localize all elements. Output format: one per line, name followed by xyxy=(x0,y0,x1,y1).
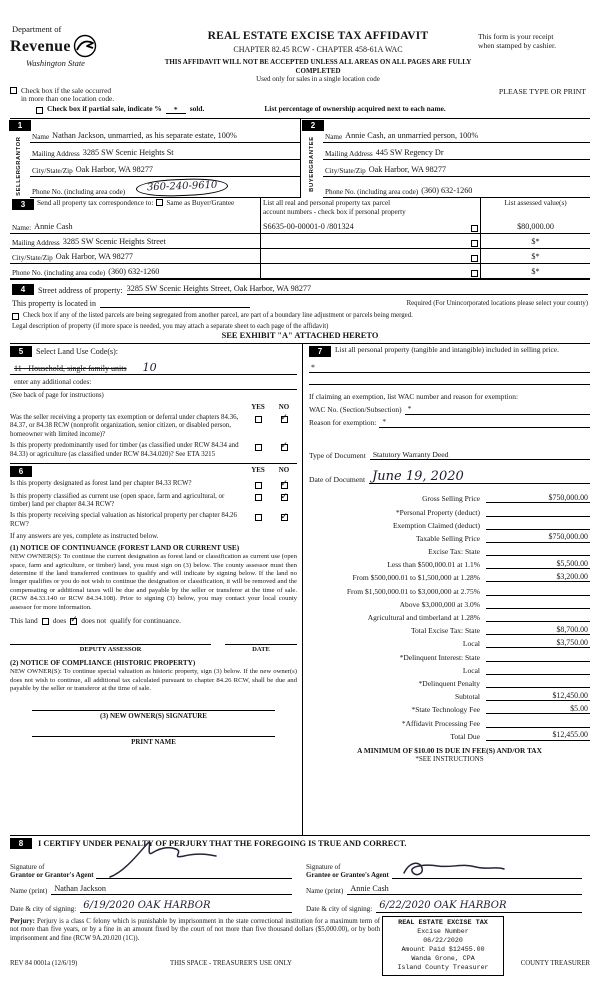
tier-2-tax-value: $3,200.00 xyxy=(486,572,590,582)
minimum-due-note: A MINIMUM OF $10.00 IS DUE IN FEE(S) AND/OR TAX xyxy=(357,745,542,755)
form-title: REAL ESTATE EXCISE TAX AFFIDAVIT xyxy=(207,30,429,42)
buyer-phone-label: Phone No. (including area code) xyxy=(325,187,419,196)
designation-section xyxy=(10,463,297,746)
form-chapter-subtitle: CHAPTER 82.45 RCW - CHAPTER 458-61A WAC xyxy=(233,44,403,54)
sec5-q2-text: Is this property predominantly used for timber (as classified under RCW 84.34 and 84.33) or agriculture (as classified under RCW 84.34.020)? See ETA 3215 xyxy=(10,442,239,458)
sec5-yes-no-header xyxy=(10,403,297,411)
tier-4-tax-value[interactable] xyxy=(486,599,590,609)
land-use-code-row[interactable] xyxy=(10,361,297,375)
sec5-q1-text: Was the seller receiving a property tax exemption or deferral under chapters 84.36, 84.37, or 84.38 RCW (nonprofit organization, senior citizen, or disabled person, homeowner with limited income)? xyxy=(10,413,239,438)
continuance-qualify-row xyxy=(10,617,297,626)
notice-compliance-body: NEW OWNER(S): To continue special valuation as historic property, sign (3) below. If the new owner(s) does not wish to continue, all additional tax calculated pursuant to chapter 84.26 RCW, shall be due and payable by the seller or transferor at the time of sale. xyxy=(10,668,297,693)
document-date-row xyxy=(309,464,590,484)
tax-row-delinquent-interest-state: *Delinquent Interest: State xyxy=(309,648,590,661)
tax-row-gross-selling-price: Gross Selling Price $750,000.00 xyxy=(422,492,588,504)
sec5-q1-no-checkbox[interactable] xyxy=(281,416,288,423)
correspondence-name-row xyxy=(10,219,260,234)
document-type-value: Statutory Warranty Deed xyxy=(372,450,449,460)
top-check-options xyxy=(10,87,590,115)
buyer-grantee-block xyxy=(300,119,590,198)
parcel-row-3 xyxy=(261,249,480,264)
section-1-number: 1 xyxy=(9,120,31,131)
street-address-label: Street address of property: xyxy=(38,285,123,295)
tax-row-total-due: Total Due $12,455.00 xyxy=(450,730,588,741)
land-use-header xyxy=(10,346,297,357)
seller-grantor-side-label: SELLER GRANTOR xyxy=(16,136,23,197)
section-3-number: 3 xyxy=(12,199,34,210)
personal-property-header xyxy=(309,346,590,357)
form-revision-id: REV 84 0001a (12/6/19) xyxy=(10,959,78,967)
stamp-amount-paid: Amount Paid $12455.00 xyxy=(401,945,485,953)
grantor-signature-line[interactable] xyxy=(96,855,292,879)
seller-grantor-block xyxy=(10,119,300,198)
land-use-title: Select Land Use Code(s): xyxy=(36,346,118,356)
street-address-value: 3285 SW Scenic Heights Street, Oak Harbor, WA 98277 xyxy=(127,284,588,295)
buyer-name-row xyxy=(323,119,590,143)
single-location-note: Used only for sales in a single location code xyxy=(256,75,380,84)
gross-selling-price-value: $750,000.00 xyxy=(486,493,590,503)
seller-phone-row xyxy=(30,177,300,198)
wac-number-value: * xyxy=(407,404,412,414)
buyer-name-value: Annie Cash, an unmarried person, 100% xyxy=(345,131,479,141)
segregated-parcels-checkbox[interactable] xyxy=(12,313,19,320)
seller-address-value: 3285 SW Scenic Heights St xyxy=(82,148,174,158)
seller-city-row xyxy=(30,160,300,177)
seller-city-value: Oak Harbor, WA 98277 xyxy=(75,165,154,175)
wac-number-label: WAC No. (Section/Subsection) xyxy=(309,405,402,415)
ownership-percentage-note: List percentage of ownership acquired next to each name. xyxy=(264,104,446,114)
document-type-row xyxy=(309,450,590,460)
grantee-signature-label: Signature of Grantee or Grantee's Agent xyxy=(306,862,389,879)
agricultural-tax-value[interactable] xyxy=(486,612,590,622)
tax-row-personal-property-deduct: *Personal Property (deduct) xyxy=(309,503,590,516)
buyer-grantee-side-label: BUYER GRANTEE xyxy=(309,136,316,193)
does-label: does xyxy=(52,615,67,625)
grantee-date-handwritten: 6/22/2020 OAK HARBOR xyxy=(379,900,507,912)
delinquent-interest-state-value[interactable] xyxy=(486,652,590,662)
receipt-note xyxy=(478,24,590,84)
exemption-reason-field[interactable] xyxy=(379,418,590,428)
excise-tax-state-value[interactable] xyxy=(486,546,590,556)
legal-description-value: SEE EXHIBIT "A" ATTACHED HERETO xyxy=(221,331,379,341)
correspondence-address-label: Mailing Address xyxy=(12,238,60,247)
tax-row-subtotal: Subtotal $12,450.00 xyxy=(454,690,588,702)
tax-row-excise-tax-state: Excise Tax: State xyxy=(309,543,590,556)
tax-row-tier-3: From $1,500,000.01 to $3,000,000 at 2.75% xyxy=(309,582,590,595)
seller-phone-handwritten: 360-240-9610 xyxy=(147,179,218,194)
parcel-3-personal-checkbox[interactable] xyxy=(471,255,478,262)
deputy-assessor-signature-line[interactable]: DEPUTY ASSESSOR xyxy=(10,644,211,654)
perjury-certification-text: I CERTIFY UNDER PENALTY OF PERJURY THAT THE FOREGOING IS TRUE AND CORRECT. xyxy=(38,838,407,848)
land-use-code-handwritten: 10 xyxy=(142,361,157,375)
does-not-qualify-checkbox[interactable] xyxy=(70,618,77,625)
grantor-date-handwritten: 6/19/2020 OAK HARBOR xyxy=(83,900,211,912)
parcel-2-personal-checkbox[interactable] xyxy=(471,240,478,247)
grantee-signature-line[interactable] xyxy=(392,855,582,879)
certification-section xyxy=(10,835,590,915)
correspondence-city-row xyxy=(10,249,260,264)
sec5-question-2 xyxy=(10,442,297,459)
assessed-value-3: $* xyxy=(531,252,540,262)
notice-continuance-body: NEW OWNER(S): To continue the current designation as forest land or classification as current use (open space, farm and agriculture, or timber) land, you must sign on (3) below. The county assessor must then determine if the land transferred continues to qualify and will indicate by signing below. If the land no longer qualifies or you do not wish to continue the designation or classification, it will be removed and the compensating or additional taxes will be due and payable by the seller or transferor at the time of sale. (RCW 84.33.140 or RCW 84.34.108). Prior to signing (3) below, you may contact your local county assessor for more information. xyxy=(10,553,297,611)
tax-row-tier-1: Less than $500,000.01 at 1.1% $5,500.00 xyxy=(387,558,588,570)
land-use-code-printed: 11 - Household, single family units xyxy=(14,364,127,374)
grantor-signature-block xyxy=(10,851,300,915)
sec6-yes-no-header xyxy=(10,466,297,477)
buyer-address-row xyxy=(323,143,590,160)
sec6-q1-no-checkbox[interactable] xyxy=(281,482,288,489)
assessed-value-row-3 xyxy=(481,249,590,264)
deputy-assessor-row xyxy=(10,644,297,654)
tax-row-delinquent-interest-local: Local xyxy=(309,662,590,675)
seller-address-label: Mailing Address xyxy=(32,149,80,158)
sec6-q3-no-checkbox[interactable] xyxy=(281,514,288,521)
correspondence-name-label: Name: xyxy=(12,223,32,232)
assessed-value-row-4 xyxy=(481,264,590,279)
located-in-field[interactable] xyxy=(100,299,250,308)
parcel-row-1 xyxy=(261,219,480,234)
grantor-name-field xyxy=(51,884,292,895)
sec6-yes-label: YES xyxy=(251,466,265,475)
partial-sale-percent-field[interactable]: * xyxy=(166,106,186,114)
parcel-row-4 xyxy=(261,264,480,279)
seller-address-row xyxy=(30,143,300,160)
new-owner-signature-line[interactable]: (3) NEW OWNER(S) SIGNATURE xyxy=(32,710,275,720)
sec5-q1-yes-checkbox[interactable] xyxy=(255,416,262,423)
buyer-city-row xyxy=(323,160,590,177)
buyer-city-label: City/State/Zip xyxy=(325,166,366,175)
main-columns xyxy=(10,343,590,835)
correspondence-phone-value: (360) 632-1260 xyxy=(108,267,160,277)
correspondence-section xyxy=(10,198,590,279)
correspondence-city-label: City/State/Zip xyxy=(12,253,53,262)
grantee-name-print-label: Name (print) xyxy=(306,886,344,895)
grantor-date-label: Date & city of signing: xyxy=(10,904,77,913)
sec5-q2-yes-checkbox[interactable] xyxy=(255,444,262,451)
stamp-treasurer-name: Wanda Grone, CPA xyxy=(411,954,475,962)
buyer-city-value: Oak Harbor, WA 98277 xyxy=(368,165,447,175)
exemption-reason-row xyxy=(309,418,590,428)
please-type-or-print: PLEASE TYPE OR PRINT xyxy=(498,86,586,96)
revenue-flag-icon xyxy=(73,34,97,58)
sec5-yes-label: YES xyxy=(251,402,265,411)
tax-row-agricultural: Agricultural and timberland at 1.28% xyxy=(309,609,590,622)
sec6-q2-yes-checkbox[interactable] xyxy=(255,494,262,501)
document-date-handwritten: June 19, 2020 xyxy=(372,469,464,485)
section-2-number: 2 xyxy=(302,120,324,131)
tax-row-tier-2: From $500,000.01 to $1,500,000 at 1.28% $3,200.00 xyxy=(352,572,588,583)
seller-name-label: Name xyxy=(32,132,50,141)
parties-section xyxy=(10,118,590,198)
multi-location-label: Check box if the sale occurred in more than one location code. xyxy=(21,85,115,104)
seller-phone-circle xyxy=(136,178,229,198)
qualify-suffix-label: qualify for continuance. xyxy=(110,615,181,625)
treasurer-stamp xyxy=(382,916,504,976)
located-in-label: This property is located in xyxy=(12,298,96,308)
grantee-name-value: Annie Cash xyxy=(350,884,389,894)
grantee-signature-block xyxy=(300,851,590,915)
tier-1-tax-value: $5,500.00 xyxy=(486,559,590,569)
treasurer-space-note: THIS SPACE - TREASURER'S USE ONLY xyxy=(170,959,292,967)
correspondence-address-value: 3285 SW Scenic Heights Street xyxy=(62,237,166,247)
document-date-field[interactable] xyxy=(369,470,590,484)
total-due-value: $12,455.00 xyxy=(486,730,590,740)
excise-tax-table xyxy=(309,490,590,741)
stamp-date: 06/22/2020 xyxy=(423,937,463,945)
correspondence-address-row xyxy=(10,234,260,249)
correspondence-phone-row xyxy=(10,264,260,279)
buyer-address-value: 445 SW Regency Dr xyxy=(375,148,444,158)
if-yes-note: If any answers are yes, complete as instructed below. xyxy=(10,532,159,541)
form-header xyxy=(10,24,590,84)
correspondence-label: Send all property tax correspondence to: xyxy=(37,199,154,208)
sec6-question-1 xyxy=(10,480,297,490)
buyer-phone-row xyxy=(323,177,590,198)
stamp-title: REAL ESTATE EXCISE TAX xyxy=(398,919,488,927)
delinquent-penalty-value[interactable] xyxy=(486,678,590,688)
stamp-excise-number-label: Excise Number xyxy=(417,928,469,936)
assessed-value-row-1 xyxy=(481,219,590,234)
sec6-question-2 xyxy=(10,493,297,510)
assessed-value-4: $* xyxy=(531,267,540,277)
partial-sale-label-suffix: sold. xyxy=(189,104,205,114)
buyer-name-label: Name xyxy=(325,132,343,141)
grantor-signature xyxy=(102,841,222,881)
perjury-text: Perjury is a class C felony which is punishable by imprisonment in the state correctional institution for a maximum term of not more than five years, or by a fine in an amount fixed by the court of not more than five thousand dollars ($5,000.00), or by both imprisonment and fine (RCW 9A.20.020 (1C)). xyxy=(10,918,380,942)
perjury-label: Perjury: xyxy=(10,918,35,925)
sec6-q2-text: Is this property classified as current use (open space, farm and agricultural, or timber) land per chapter 84.34 RCW? xyxy=(10,492,225,509)
does-qualify-checkbox[interactable] xyxy=(42,618,49,625)
partial-sale-checkbox[interactable] xyxy=(36,107,43,114)
wac-number-field[interactable] xyxy=(405,405,590,415)
same-as-buyer-label: Same as Buyer/Grantee xyxy=(166,199,235,208)
logo-department-of: Department of xyxy=(12,24,62,34)
this-land-label: This land xyxy=(10,615,38,625)
document-date-label: Date of Document xyxy=(309,475,366,485)
section-7-number: 7 xyxy=(309,346,331,357)
exemption-reason-label: Reason for exemption: xyxy=(309,418,377,428)
sec6-question-3 xyxy=(10,512,297,529)
subtotal-value: $12,450.00 xyxy=(486,691,590,701)
same-as-buyer-checkbox[interactable] xyxy=(156,199,163,206)
assessed-value-1: $80,000.00 xyxy=(517,222,554,232)
sec5-no-label: NO xyxy=(278,402,290,411)
grantee-date-field xyxy=(376,900,582,913)
personal-property-field-2[interactable] xyxy=(309,373,590,385)
deputy-assessor-date-line[interactable]: DATE xyxy=(225,644,297,654)
multi-location-checkbox[interactable] xyxy=(10,87,17,94)
completion-warning: THIS AFFIDAVIT WILL NOT BE ACCEPTED UNLESS ALL AREAS ON ALL PAGES ARE FULLY COMPLETED xyxy=(164,58,472,75)
tier-3-tax-value[interactable] xyxy=(486,586,590,596)
notice-continuance-title: (1) NOTICE OF CONTINUANCE (FOREST LAND OR CURRENT USE) xyxy=(10,543,240,552)
grantor-name-print-label: Name (print) xyxy=(10,886,48,895)
exemption-claimed-value[interactable] xyxy=(486,520,590,530)
technology-fee-value: $5.00 xyxy=(486,704,590,714)
logo-washington-state: Washington State xyxy=(26,58,85,69)
tax-row-tier-4: Above $3,000,000 at 3.0% xyxy=(309,596,590,609)
total-excise-local-value: $3,750.00 xyxy=(486,638,590,648)
dor-logo xyxy=(10,24,158,84)
seller-name-row xyxy=(30,119,300,143)
delinquent-interest-local-value[interactable] xyxy=(486,665,590,675)
total-excise-state-value: $8,700.00 xyxy=(486,625,590,635)
notice-compliance-title: (2) NOTICE OF COMPLIANCE (HISTORIC PROPERTY) xyxy=(10,658,196,667)
parcel-number-value: S6635-00-00001-0 /801324 xyxy=(263,222,354,232)
section-8-number: 8 xyxy=(10,838,32,849)
tax-row-exemption-claimed: Exemption Claimed (deduct) xyxy=(309,517,590,530)
processing-fee-value[interactable] xyxy=(486,718,590,728)
exemption-note: If claiming an exemption, list WAC number and reason for exemption: xyxy=(309,392,519,402)
exemption-reason-value: * xyxy=(382,417,387,427)
tax-row-total-state: Total Excise Tax: State $8,700.00 xyxy=(410,624,588,636)
stamp-treasurer-office: Island County Treasurer xyxy=(397,963,489,971)
additional-codes-field[interactable]: enter any additional codes: xyxy=(10,378,297,390)
parcel-4-personal-checkbox[interactable] xyxy=(471,270,478,277)
tax-row-processing-fee: *Affidavit Processing Fee xyxy=(309,714,590,727)
parcel-row-2 xyxy=(261,234,480,249)
does-not-label: does not xyxy=(81,615,107,625)
see-instructions-note: *SEE INSTRUCTIONS xyxy=(415,755,484,764)
sec5-q2-no-checkbox[interactable] xyxy=(281,444,288,451)
sec6-q3-text: Is this property receiving special valuation as historical property per chapter 84.26 RCW? xyxy=(10,512,237,528)
grantee-signature xyxy=(398,857,508,881)
wac-number-row xyxy=(309,405,590,415)
seller-city-label: City/State/Zip xyxy=(32,166,73,175)
section-6-number: 6 xyxy=(10,466,32,477)
sec6-q2-no-checkbox[interactable] xyxy=(281,494,288,501)
section-4-number: 4 xyxy=(12,284,34,295)
personal-property-title: List all personal property (tangible and intangible) included in selling price. xyxy=(335,345,559,355)
grantee-date-label: Date & city of signing: xyxy=(306,904,373,913)
logo-revenue: Revenue xyxy=(10,37,71,55)
parcel-numbers-header: List all real and personal property tax parcel account numbers - check box if personal property xyxy=(263,199,406,216)
correspondence-city-value: Oak Harbor, WA 98277 xyxy=(55,252,134,262)
grantor-name-value: Nathan Jackson xyxy=(54,884,106,894)
grantor-signature-label: Signature of Grantor or Grantor's Agent xyxy=(10,862,94,879)
legal-description-label: Legal description of property (if more space is needed, you may attach a separate sheet to each page of the affidavit) xyxy=(12,323,329,331)
assessed-values-header: List assessed value(s) xyxy=(504,199,567,208)
sec6-q1-yes-checkbox[interactable] xyxy=(255,482,262,489)
personal-property-field-1[interactable] xyxy=(309,361,590,373)
print-name-line[interactable]: PRINT NAME xyxy=(32,736,275,746)
seller-name-value: Nathan Jackson, unmarried, as his separate estate, 100% xyxy=(52,131,237,141)
seller-phone-label: Phone No. (including area code) xyxy=(32,187,126,196)
personal-property-value: * xyxy=(311,362,315,372)
parcel-1-personal-checkbox[interactable] xyxy=(471,225,478,232)
document-type-label: Type of Document xyxy=(309,451,366,461)
left-column xyxy=(10,344,302,835)
sec6-no-label: NO xyxy=(278,466,290,475)
buyer-address-label: Mailing Address xyxy=(325,149,373,158)
see-back-note: (See back of page for instructions) xyxy=(10,392,104,400)
grantee-name-field xyxy=(347,884,582,895)
right-column xyxy=(302,344,590,835)
assessed-value-row-2 xyxy=(481,234,590,249)
receipt-note-line2: when stamped by cashier. xyxy=(478,41,557,51)
sec6-q3-yes-checkbox[interactable] xyxy=(255,514,262,521)
partial-sale-label: Check box if partial sale, indicate % xyxy=(47,104,162,114)
perjury-statement xyxy=(10,918,380,943)
buyer-phone-value: (360) 632-1260 xyxy=(421,186,473,196)
sec5-question-1 xyxy=(10,414,297,439)
county-treasurer-label: COUNTY TREASURER xyxy=(520,959,590,967)
located-in-required-note: Required (For Unincorporated locations please select your county) xyxy=(406,300,588,308)
tax-row-total-local: Local $3,750.00 xyxy=(462,637,588,649)
tax-row-taxable-selling-price: Taxable Selling Price $750,000.00 xyxy=(415,532,588,543)
correspondence-name-value: Annie Cash xyxy=(34,222,73,232)
tax-row-delinquent-penalty: *Delinquent Penalty xyxy=(309,675,590,688)
correspondence-phone-label: Phone No. (including area code) xyxy=(12,268,106,277)
bottom-band xyxy=(10,918,590,984)
section-5-number: 5 xyxy=(10,346,32,357)
personal-property-deduct-value[interactable] xyxy=(486,507,590,517)
taxable-selling-price-value: $750,000.00 xyxy=(486,532,590,542)
assessed-value-2: $* xyxy=(531,237,540,247)
property-location-section xyxy=(10,279,590,343)
grantor-date-field xyxy=(80,900,292,913)
sec6-q1-text: Is this property designated as forest land per chapter 84.33 RCW? xyxy=(10,480,192,488)
receipt-note-line1: This form is your receipt xyxy=(478,32,554,41)
tax-row-technology-fee: *State Technology Fee $5.00 xyxy=(411,703,588,715)
segregated-parcels-label: Check box if any of the listed parcels are being segregated from another parcel, are part of a boundary line adjustment or parcels being merged. xyxy=(23,312,413,320)
document-type-field[interactable] xyxy=(370,450,590,460)
